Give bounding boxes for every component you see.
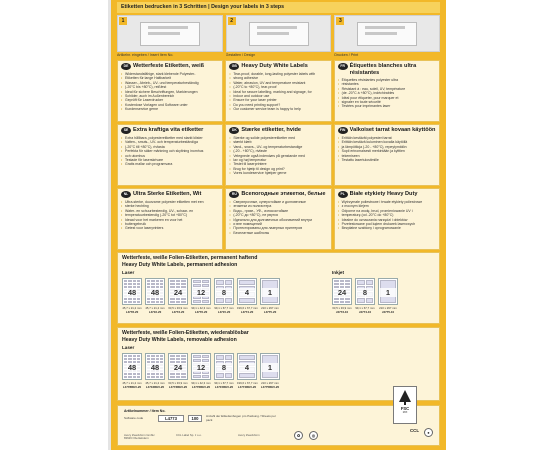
language-descriptions: [117, 60, 440, 250]
labels-per-sheet: 48: [123, 288, 141, 297]
paper-icon: [365, 26, 405, 29]
feature-item: • Kundenservice gerne: [121, 107, 219, 111]
label-format: [122, 353, 142, 389]
recycle-icon: ♻: [294, 431, 303, 440]
language-card-se: [117, 124, 223, 186]
label-sheet-icon: [260, 278, 280, 305]
step-card: [117, 15, 223, 52]
country-code-badge: RU: [229, 191, 239, 198]
step-card: [334, 15, 440, 52]
feature-item: • Gratis mallar och programvara: [121, 162, 219, 166]
tree-icon: [398, 390, 412, 406]
step-captions: [117, 53, 440, 58]
label-sku: L4775REV-20: [260, 385, 280, 389]
feature-item: • (-20°C till +80°C), rivfasta: [121, 145, 219, 149]
feature-list: [121, 136, 219, 167]
step-number: 1: [119, 17, 127, 25]
feature-item: • Our customer service team is happy to help: [229, 107, 327, 111]
country-code-badge: DK: [229, 127, 239, 134]
step-number: 2: [228, 17, 236, 25]
label-sku: J4775-10: [381, 310, 395, 314]
feature-item: • Erittäin kestävät polyesteri tarrat: [338, 136, 436, 140]
language-header: [338, 127, 436, 134]
feature-item: • Perfekta för säker märkning och skyltning inomhus: [121, 149, 219, 153]
language-title: Heavy Duty White Labels: [241, 63, 308, 69]
label-sku: L4778REV-20: [122, 385, 142, 389]
label-sheet-icon: [168, 278, 188, 305]
language-header: [121, 127, 219, 134]
label-dimensions: 199,6 x 67,7 mm: [237, 381, 258, 385]
feature-item: • indoor and outdoor use: [229, 94, 327, 98]
label-format: [237, 278, 257, 314]
label-format: [214, 278, 234, 314]
language-title: Valkoiset tarrat kovaan käyttöön: [349, 127, 436, 133]
feature-item: • Testées pour imprimantes laser: [338, 104, 436, 108]
step-card: [226, 15, 332, 52]
label-sheet-icon: [145, 278, 165, 305]
feature-item: • Water- en schuurbestendig, UV-, schaar- en: [121, 209, 219, 213]
language-header: [121, 63, 219, 70]
label-format: [237, 353, 257, 389]
language-card-nl: [117, 188, 223, 250]
label-sheet-icon: [122, 278, 142, 305]
language-title: Всепогодные этикетки, белые: [241, 191, 326, 197]
language-header: [229, 191, 327, 198]
ce-mark-icon: ◎: [309, 431, 318, 440]
feature-item: • Geprüft für Laserdrucker: [121, 98, 219, 102]
label-format: [332, 278, 352, 314]
label-sheet-icon: [145, 353, 165, 380]
feature-item: • Kostenlose Vorlagen und Software unter: [121, 103, 219, 107]
input-bar-icon: [148, 32, 180, 35]
label-sheet-icon: [237, 278, 257, 305]
labels-per-sheet: 1: [261, 288, 279, 297]
feature-item: • Sopii erinomaisesti merkintään ja kylttien: [338, 149, 436, 153]
label-sku: L4773-20: [171, 310, 185, 314]
input-bar-icon: [148, 26, 188, 29]
feature-item: • Velegnede også indendørs på genstande med: [229, 154, 327, 158]
language-card-fr: [334, 60, 440, 122]
label-sku: L4774REV-20: [237, 385, 257, 389]
language-card-ru: [225, 188, 331, 250]
language-header: [229, 127, 327, 134]
labels-per-sheet: 48: [146, 288, 164, 297]
label-sku: L4776REV-20: [191, 385, 211, 389]
country-code-badge: SE: [121, 127, 131, 134]
label-dimensions: 99,1 x 67,7 mm: [214, 381, 234, 385]
label-sheet-icon: [378, 278, 398, 305]
removable-title-gb: Heavy Duty White Labels, removable adhesion: [122, 337, 237, 343]
labels-per-sheet: 24: [169, 288, 187, 297]
feature-item: • sterke hechting: [121, 204, 219, 208]
feature-item: • Wasser-, Abrieb-, UV- und temperaturbeständig: [121, 81, 219, 85]
feature-item: • och utomhus: [121, 154, 219, 158]
label-dimensions: 99,1 x 42,3 mm: [191, 306, 211, 310]
label-sku: L4715REV-20: [214, 385, 234, 389]
language-card-pl: [334, 188, 440, 250]
label-dimensions: 199,6 x 67,7 mm: [237, 306, 258, 310]
label-format: [355, 278, 375, 314]
sheet-count: 100: [188, 415, 202, 422]
label-sheet-icon: [332, 278, 352, 305]
label-dimensions: 45,7 x 21,2 mm: [122, 306, 142, 310]
software-label: Software code: [124, 416, 144, 420]
feature-item: • Étiquettes résistantes polyester ultra: [338, 78, 436, 82]
labels-per-sheet: 1: [379, 288, 397, 297]
inkjet-label-formats: [332, 278, 398, 314]
feature-item: • Tear-proof, durable, long-lasting polyester labels with: [229, 72, 327, 76]
feature-item: • Vand-, snavs-, UV- og temperaturbestandige: [229, 145, 327, 149]
label-sku: L4716-20: [148, 310, 162, 314]
language-header: [121, 191, 219, 198]
feature-item: • (-20°C до +80°C), не рвутся: [229, 213, 327, 217]
language-header: [338, 191, 436, 198]
feature-item: • Сверхпрочные, суперстойкие и долговечные: [229, 200, 327, 204]
feature-list: [338, 200, 436, 231]
labels-per-sheet: 48: [123, 363, 141, 372]
label-dimensions: 99,1 x 67,7 mm: [355, 306, 375, 310]
paper-icon: [365, 32, 397, 35]
label-dimensions: 45,7 x 21,2 mm: [122, 381, 142, 385]
feature-item: • résistantes: [338, 82, 436, 86]
feature-item: • Ideal for secure labelling, marking and signage, for: [229, 90, 327, 94]
feature-item: • и вне помещений: [229, 222, 327, 226]
labels-per-sheet: 4: [238, 363, 256, 372]
label-format: [378, 278, 398, 314]
label-sheet-icon: [214, 278, 234, 305]
feature-item: • Schilder, auch im Außenbereich: [121, 94, 219, 98]
label-format: [145, 353, 165, 389]
step-caption: Gestalten / Design: [225, 53, 256, 57]
language-card-gb: [225, 60, 331, 122]
step-caption: Drucken / Print: [334, 53, 359, 57]
feature-list: [338, 136, 436, 162]
label-format: [168, 353, 188, 389]
feature-item: • Водо-, грязе-, УФ-, износостойкие: [229, 209, 327, 213]
feature-item: • Vores kundeservice hjælper gerne: [229, 171, 327, 175]
feature-item: • Testade för laserskrivare: [121, 158, 219, 162]
language-card-fin: [334, 124, 440, 186]
label-dimensions: 45,7 x 21,2 mm: [145, 306, 165, 310]
design-bar-icon: [257, 26, 297, 29]
feature-item: • strong adhesive: [229, 76, 327, 80]
feature-item: • (-20 - +80°C), rivfaste: [229, 149, 327, 153]
sheets-label: Anzahl der Etikettenbogen pro Packung / Sheets per pack: [206, 414, 276, 422]
label-sku: L4773REV-20: [168, 385, 188, 389]
removable-section: [117, 327, 440, 401]
feature-item: • Idealne do oznaczania narzędzi i obiektów: [338, 218, 436, 222]
feature-item: • Idéal pour étiqueter, pour marquer et: [338, 96, 436, 100]
product-footer: [117, 405, 440, 446]
labels-per-sheet: 8: [215, 288, 233, 297]
steps-row: [117, 15, 440, 52]
language-title: Ultra Sterke Etiketten, Wit: [133, 191, 202, 197]
feature-item: • Ultra-sterke, duurzame polyester etiketten met een: [121, 200, 219, 204]
feature-item: • Vatten-, smuts-, UV- och temperaturbeständiga: [121, 140, 219, 144]
label-format: [145, 278, 165, 314]
permanent-section: [117, 252, 440, 324]
fsc-logo: FSC MIX: [393, 386, 417, 424]
feature-list: [229, 136, 327, 176]
feature-item: • Ideaal voor het markeren en voor het: [121, 218, 219, 222]
label-sku: J4774-10: [358, 310, 372, 314]
feature-item: • Testattu lasertulostimille: [338, 158, 436, 162]
label-dimensions: 63,5 x 33,9 mm: [168, 306, 188, 310]
feature-item: • Протестированы для лазерных принтеров: [229, 226, 327, 230]
label-sku: L4775-20: [263, 310, 277, 314]
labels-per-sheet: 24: [169, 363, 187, 372]
feature-item: • ja lämpötiloja (-20 - +80°C), repeytymätön: [338, 145, 436, 149]
feature-item: • Stærke og solide polyesteretiketter med: [229, 136, 327, 140]
country-code-badge: NL: [121, 191, 131, 198]
feature-list: [121, 72, 219, 112]
feature-list: [229, 72, 327, 112]
label-format: [191, 278, 211, 314]
step-number: 3: [336, 17, 344, 25]
ccl-logo: CCL: [410, 428, 420, 433]
step-caption: Artikelnr. eingeben / Insert Item No.: [117, 53, 174, 57]
label-sheet-icon: [355, 278, 375, 305]
feature-item: • signaler en toute sécurité: [338, 100, 436, 104]
feature-item: • Идеально для долговечных обозначений внутри: [229, 218, 327, 222]
label-dimensions: 210 x 297 mm: [379, 306, 397, 310]
labels-per-sheet: 8: [215, 363, 233, 372]
labels-per-sheet: 1: [261, 363, 279, 372]
labels-per-sheet: 12: [192, 288, 210, 297]
feature-item: • Etiketten für lange Haltbarkeit: [121, 76, 219, 80]
feature-item: • stærkt klæb: [229, 140, 327, 144]
steps-banner: Etiketten bedrucken in 3 Schritten | Design your labels in 3 steps: [117, 2, 440, 13]
inkjet-heading: Inkjet: [332, 270, 344, 275]
label-sku: L4776-20: [194, 310, 208, 314]
removable-label-formats: [122, 353, 280, 389]
label-dimensions: 99,1 x 67,7 mm: [214, 306, 234, 310]
feature-item: • Widerstandsfähige, stark klebende Polyester-: [121, 72, 219, 76]
label-format: [260, 353, 280, 389]
label-format: [122, 278, 142, 314]
feature-item: • tekemiseen: [338, 154, 436, 158]
feature-item: • Przetestowane pod kątem drukarek laserowych: [338, 222, 436, 226]
feature-item: • Testet til laserprintere: [229, 162, 327, 166]
feature-list: [229, 200, 327, 235]
country-code-badge: DE: [121, 63, 131, 70]
label-sku: L4778-20: [125, 310, 139, 314]
label-pack-back: [111, 0, 446, 450]
country-code-badge: PL: [338, 191, 348, 198]
language-card-dk: [225, 124, 331, 186]
label-dimensions: 45,7 x 21,2 mm: [145, 381, 165, 385]
laser-heading: Laser: [122, 270, 135, 275]
permanent-title-gb: Heavy Duty White Labels, permanent adhesion: [122, 262, 238, 268]
country-code-badge: GB: [229, 63, 239, 70]
feature-item: • Odporne na wodę, brud, promieniowanie UV i: [338, 209, 436, 213]
labels-per-sheet: 4: [238, 288, 256, 297]
language-title: Wetterfeste Etiketten, weiß: [133, 63, 205, 69]
label-sheet-icon: [191, 278, 211, 305]
label-sheet-icon: [214, 353, 234, 380]
feature-item: • buitengebruik: [121, 222, 219, 226]
feature-item: • (-20°C to +80°C), tear-proof: [229, 85, 327, 89]
feature-list: [121, 200, 219, 231]
feature-item: • (-20°C bis +80°C), reißfest: [121, 85, 219, 89]
feature-item: • Extra hållbara, polyesteretiketter med starkt klister: [121, 136, 219, 140]
removable-title-de: Wetterfeste, weiße Folien-Etiketten, wiederablösbar: [122, 330, 249, 336]
globe-icon: ●: [424, 428, 433, 437]
feature-item: • Getest voor laserprinters: [121, 226, 219, 230]
label-format: [214, 353, 234, 389]
label-dimensions: 99,1 x 42,3 mm: [191, 381, 211, 385]
feature-item: • Ensure for your laser printer: [229, 98, 327, 102]
language-title: Stærke etiketter, hvide: [241, 127, 302, 133]
labels-per-sheet: 8: [356, 288, 374, 297]
address-line: Avery Zweckform GmbH 83626 Oberlaindern: [124, 433, 155, 441]
permanent-title-de: Wetterfeste, weiße Folien-Etiketten, permanent haftend: [122, 255, 258, 261]
label-dimensions: 210 x 297 mm: [261, 381, 279, 385]
label-sku: L4716REV-20: [145, 385, 165, 389]
language-card-de: [117, 60, 223, 122]
feature-item: • Water, abrasion, UV and temperature resistant: [229, 81, 327, 85]
label-sheet-icon: [237, 353, 257, 380]
country-code-badge: FIN: [338, 127, 348, 134]
label-format: [260, 278, 280, 314]
language-header: [229, 63, 327, 70]
label-sku: L4715-20: [217, 310, 231, 314]
address-line: Avery Zweckform: [238, 433, 260, 437]
label-dimensions: 210 x 297 mm: [261, 306, 279, 310]
label-sheet-icon: [191, 353, 211, 380]
feature-item: • z mocnym klejem: [338, 204, 436, 208]
language-header: [338, 63, 436, 76]
laser-label-formats: [122, 278, 280, 314]
article-label: Artikelnummer / Item No.: [124, 409, 166, 413]
laser-heading: Laser: [122, 345, 135, 350]
feature-item: • Do you need printing support?: [229, 103, 327, 107]
feature-item: • этикетки из полиэстера: [229, 204, 327, 208]
feature-item: • Bezpłatne szablony i oprogramowanie: [338, 226, 436, 230]
labels-per-sheet: 24: [333, 288, 351, 297]
language-title: Białe etykiety Heavy Duty: [349, 191, 418, 197]
address-line: CCL Label Sp. z o.o.: [176, 433, 202, 437]
feature-item: • Wytrzymałe poliestrowe i trwałe etykiety poliestrowe: [338, 200, 436, 204]
label-sku: J4773-10: [335, 310, 349, 314]
label-format: [191, 353, 211, 389]
language-title: Extra kraftiga vita etiketter: [133, 127, 204, 133]
label-format: [168, 278, 188, 314]
labels-per-sheet: 12: [192, 363, 210, 372]
article-number: L4773: [158, 415, 184, 422]
feature-item: • Résistant à : eau, soleil, UV, température: [338, 87, 436, 91]
feature-item: • Erittäin kestävä kuluminen kovalla käytöllä: [338, 140, 436, 144]
feature-item: • Бесплатные шаблоны: [229, 231, 327, 235]
label-dimensions: 63,5 x 33,9 mm: [332, 306, 352, 310]
feature-item: • (de -20°C à +80°C), indéchirables: [338, 91, 436, 95]
country-code-badge: FR: [338, 63, 348, 70]
feature-list: [338, 78, 436, 109]
labels-per-sheet: 48: [146, 363, 164, 372]
label-sheet-icon: [260, 353, 280, 380]
feature-item: • temperatuurbestendig (-20°C tot +80°C): [121, 213, 219, 217]
label-sku: L4774-20: [240, 310, 254, 314]
feature-item: • temperaturę (od -20°C do +80°C): [338, 213, 436, 217]
language-title: Étiquettes blanches ultra résistantes: [349, 63, 417, 76]
design-bar-icon: [257, 32, 289, 35]
label-dimensions: 63,5 x 33,9 mm: [168, 381, 188, 385]
label-sheet-icon: [168, 353, 188, 380]
label-sheet-icon: [122, 353, 142, 380]
feature-item: • lav og høj temperatur: [229, 158, 327, 162]
feature-item: • Brug for hjælp til design og print?: [229, 167, 327, 171]
feature-item: • Ideal für sichere Beschriftungen, Markierungen: [121, 90, 219, 94]
